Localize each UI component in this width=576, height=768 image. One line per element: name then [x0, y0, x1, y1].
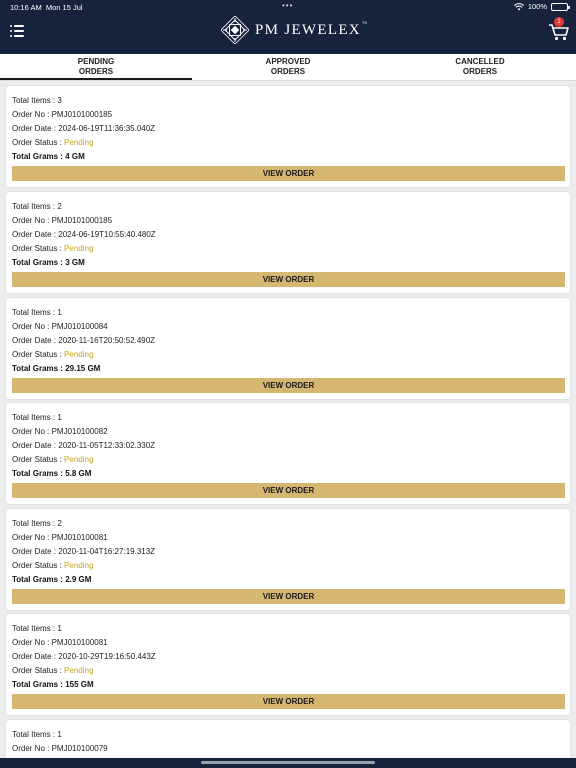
view-order-button[interactable]: VIEW ORDER: [12, 378, 565, 393]
battery-icon: [551, 3, 568, 11]
view-order-button[interactable]: VIEW ORDER: [12, 694, 565, 709]
status-time: 10:16 AM: [10, 3, 42, 12]
total-grams-row: Total Grams : 155 GM: [12, 680, 94, 689]
order-no-row: Order No : PMJ010100084: [12, 322, 108, 331]
order-no-row: Order No : PMJ010100081: [12, 533, 108, 542]
total-items-row: Total Items : 2: [12, 519, 62, 528]
view-order-button[interactable]: VIEW ORDER: [12, 272, 565, 287]
status-pending: Pending: [64, 350, 94, 359]
status-date: Mon 15 Jul: [45, 3, 83, 12]
bottom-bar: [0, 758, 576, 768]
total-items-row: Total Items : 1: [12, 624, 62, 633]
tab-cancelled-orders[interactable]: CANCELLED ORDERS: [455, 57, 505, 76]
order-card: [6, 192, 570, 293]
view-order-button[interactable]: VIEW ORDER: [12, 166, 565, 181]
order-status-row: Order Status : Pending: [12, 561, 94, 570]
status-pending: Pending: [64, 244, 94, 253]
total-grams-row: Total Grams : 29.15 GM: [12, 364, 101, 373]
view-order-button[interactable]: VIEW ORDER: [12, 483, 565, 498]
order-date-row: Order Date : 2024-06-19T11:36:35.040Z: [12, 124, 156, 133]
order-card: [6, 509, 570, 610]
total-items-row: Total Items : 1: [12, 730, 62, 739]
brand-logo: [221, 16, 368, 44]
order-status-row: Order Status : Pending: [12, 666, 94, 675]
status-pending: Pending: [64, 138, 94, 147]
multitask-dots[interactable]: •••: [282, 1, 294, 10]
wifi-icon: [514, 3, 524, 11]
order-status-row: Order Status : Pending: [12, 244, 94, 253]
order-card: [6, 614, 570, 715]
order-card: [6, 720, 570, 758]
order-card: [6, 86, 570, 187]
status-time-date: [10, 3, 83, 12]
status-pending: Pending: [64, 666, 94, 675]
total-items-row: Total Items : 1: [12, 308, 62, 317]
app-header: [0, 0, 576, 54]
order-no-row: Order No : PMJ0101000185: [12, 216, 113, 225]
tab-approved-orders[interactable]: APPROVED ORDERS: [265, 57, 311, 76]
view-order-button[interactable]: VIEW ORDER: [12, 589, 565, 604]
total-grams-row: Total Grams : 4 GM: [12, 152, 85, 161]
order-status-row: Order Status : Pending: [12, 350, 94, 359]
total-items-row: Total Items : 2: [12, 202, 62, 211]
order-no-row: Order No : PMJ0101000185: [12, 110, 113, 119]
order-no-row: Order No : PMJ010100081: [12, 638, 108, 647]
order-list[interactable]: [0, 82, 576, 758]
total-grams-row: Total Grams : 2.9 GM: [12, 575, 92, 584]
order-date-row: Order Date : 2020-11-16T20:50:52.490Z: [12, 336, 156, 345]
order-no-row: Order No : PMJ010100079: [12, 744, 108, 753]
status-indicators: [514, 2, 568, 11]
hamburger-menu-icon[interactable]: [10, 25, 24, 37]
order-card: [6, 298, 570, 399]
status-pending: Pending: [64, 561, 94, 570]
diamond-logo-icon: [221, 16, 249, 44]
brand-name: PM JEWELEX™: [255, 21, 369, 38]
battery-percent: 100%: [527, 2, 547, 11]
home-indicator[interactable]: [201, 761, 375, 764]
order-date-row: Order Date : 2020-10-29T19:16:50.443Z: [12, 652, 156, 661]
order-date-row: Order Date : 2024-06-19T10:55:40.480Z: [12, 230, 156, 239]
total-grams-row: Total Grams : 5.8 GM: [12, 469, 92, 478]
status-pending: Pending: [64, 455, 94, 464]
order-card: [6, 403, 570, 504]
cart-count-badge: 1: [554, 17, 564, 27]
order-tabs: [0, 54, 576, 81]
order-no-row: Order No : PMJ010100082: [12, 427, 108, 436]
tab-pending-orders[interactable]: PENDING ORDERS: [0, 54, 192, 80]
order-date-row: Order Date : 2020-11-05T12:33:02.330Z: [12, 441, 156, 450]
order-status-row: Order Status : Pending: [12, 455, 94, 464]
total-items-row: Total Items : 1: [12, 413, 62, 422]
total-items-row: Total Items : 3: [12, 96, 62, 105]
order-status-row: Order Status : Pending: [12, 138, 94, 147]
order-date-row: Order Date : 2020-11-04T16:27:19.313Z: [12, 547, 156, 556]
cart-button[interactable]: [548, 20, 570, 42]
total-grams-row: Total Grams : 3 GM: [12, 258, 85, 267]
